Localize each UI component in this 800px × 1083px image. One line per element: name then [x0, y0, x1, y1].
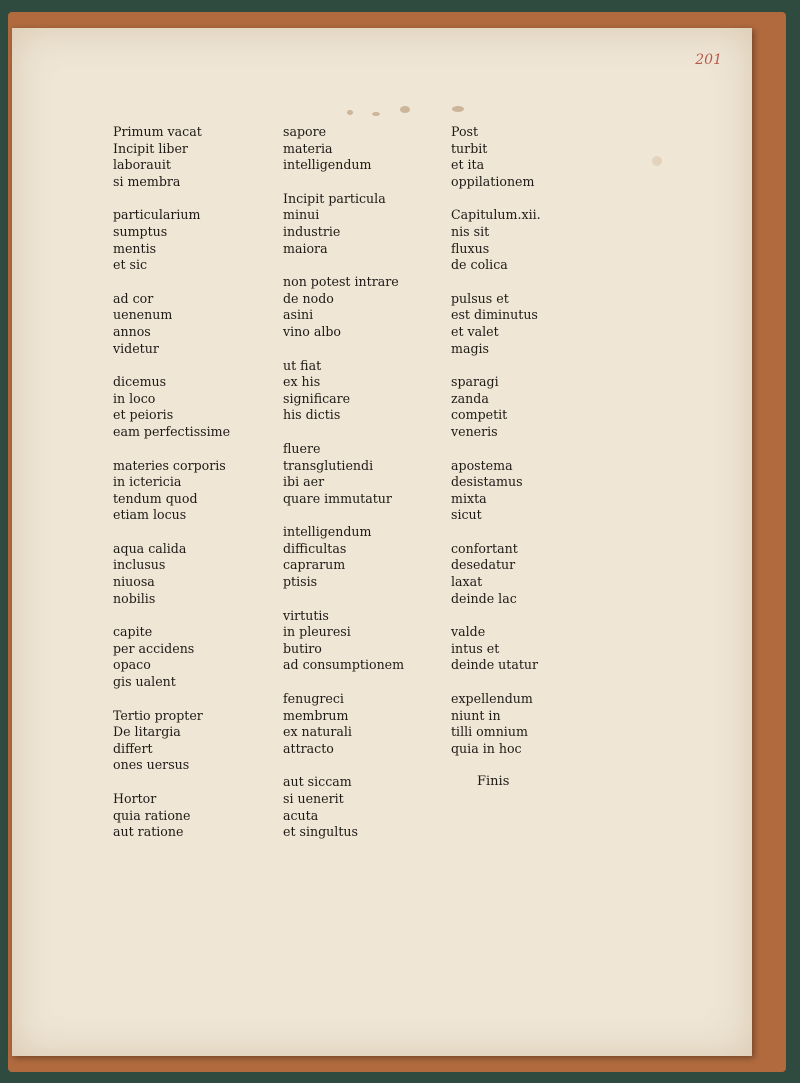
text-line: in ictericia	[113, 474, 182, 490]
text-line: zanda	[451, 390, 489, 406]
text-line: Post	[451, 124, 479, 139]
text-line: materies corporis	[113, 457, 226, 473]
text-line: et sic	[113, 257, 148, 273]
text-block	[113, 791, 230, 841]
text-line: expellendum	[451, 691, 533, 707]
text-line: asini	[283, 307, 314, 323]
text-line: mixta	[451, 490, 487, 506]
text-block	[113, 291, 230, 357]
text-line: difficultas	[283, 540, 347, 556]
text-line: ex naturali	[283, 724, 352, 740]
text-block	[113, 207, 230, 273]
text-line: fluere	[283, 440, 321, 456]
text-line: nis sit	[451, 223, 490, 239]
text-line: et singultus	[283, 824, 358, 840]
text-line: de nodo	[283, 290, 334, 306]
text-block	[283, 274, 404, 340]
text-line: apostema	[451, 457, 513, 473]
text-block	[451, 207, 541, 273]
text-line: veneris	[451, 423, 498, 439]
text-line: industrie	[283, 223, 341, 239]
text-line: et ita	[451, 157, 485, 173]
text-line: sparagi	[451, 374, 499, 390]
text-line: Primum vacat	[113, 124, 202, 139]
text-line: videtur	[113, 340, 159, 356]
text-line: opaco	[113, 657, 151, 673]
text-block	[113, 374, 230, 440]
text-line: quia ratione	[113, 807, 191, 823]
text-block	[283, 608, 404, 674]
text-block	[451, 624, 541, 674]
text-line: ex his	[283, 374, 321, 390]
text-line: oppilationem	[451, 173, 535, 189]
text-line: significare	[283, 390, 351, 406]
text-line: sumptus	[113, 223, 168, 239]
text-line: intelligendum	[283, 157, 372, 173]
text-block	[283, 691, 404, 757]
text-line: turbit	[451, 140, 488, 156]
text-line: deinde utatur	[451, 657, 539, 673]
folio-number: 201	[695, 52, 722, 68]
text-line: aut siccam	[283, 774, 352, 790]
text-line: laxat	[451, 574, 483, 590]
text-line: est diminutus	[451, 307, 538, 323]
text-block	[283, 524, 404, 590]
text-line: differt	[113, 740, 153, 756]
text-line: niuosa	[113, 574, 155, 590]
text-block	[451, 374, 541, 440]
text-line: maiora	[283, 240, 328, 256]
text-block	[113, 458, 230, 524]
text-line: niunt in	[451, 707, 501, 723]
text-block	[451, 291, 541, 357]
text-line: ptisis	[283, 574, 318, 590]
text-line: tilli omnium	[451, 724, 528, 740]
text-line: etiam locus	[113, 507, 187, 523]
text-block	[283, 191, 404, 257]
stain	[400, 106, 410, 113]
text-line: laborauit	[113, 157, 171, 173]
text-block	[283, 441, 404, 507]
text-block	[451, 691, 541, 757]
text-line: tendum quod	[113, 490, 198, 506]
text-line: quare immutatur	[283, 490, 392, 506]
text-line: attracto	[283, 740, 334, 756]
text-line: ones uersus	[113, 757, 190, 773]
text-line: si uenerit	[283, 791, 344, 806]
text-line: aut ratione	[113, 824, 184, 840]
text-line: ibi aer	[283, 474, 325, 490]
stain	[372, 112, 380, 116]
text-line: vino albo	[283, 323, 342, 339]
text-line: confortant	[451, 540, 518, 556]
text-line: Capitulum.xii.	[451, 207, 541, 223]
text-line: membrum	[283, 707, 349, 723]
text-line: butiro	[283, 640, 322, 656]
text-line: virtutis	[283, 607, 329, 623]
text-line: materia	[283, 140, 333, 156]
text-line: pulsus et	[451, 290, 509, 306]
text-line: in loco	[113, 390, 156, 406]
text-line: De litargia	[113, 724, 181, 740]
text-column-2	[283, 124, 404, 858]
text-line: intus et	[451, 640, 500, 656]
text-line: Incipit liber	[113, 140, 188, 156]
text-line: desedatur	[451, 557, 516, 573]
text-line: et peioris	[113, 407, 174, 423]
text-block	[283, 358, 404, 424]
text-block	[451, 458, 541, 524]
text-line: mentis	[113, 240, 157, 256]
text-line: fluxus	[451, 240, 490, 256]
text-line: ad cor	[113, 290, 154, 306]
text-line: competit	[451, 407, 508, 423]
text-line: de colica	[451, 257, 508, 273]
text-line: ut fiat	[283, 357, 322, 373]
text-line: transglutiendi	[283, 457, 374, 473]
text-block	[113, 124, 230, 190]
text-line: caprarum	[283, 557, 346, 573]
text-line: ad consumptionem	[283, 657, 405, 673]
text-line: aqua calida	[113, 540, 187, 556]
text-line: valde	[451, 624, 486, 640]
text-line: minui	[283, 207, 320, 223]
text-line: nobilis	[113, 590, 156, 606]
text-line: in pleuresi	[283, 624, 351, 640]
text-line: gis ualent	[113, 674, 176, 690]
text-line: et valet	[451, 323, 499, 339]
text-line: deinde lac	[451, 590, 517, 606]
text-line: Incipit particula	[283, 190, 386, 206]
text-block	[113, 708, 230, 774]
text-block	[113, 624, 230, 690]
finis-label: Finis	[477, 774, 510, 790]
text-line: dicemus	[113, 374, 167, 390]
text-line: quia in hoc	[451, 740, 522, 756]
stain	[347, 110, 353, 115]
text-block	[283, 774, 404, 840]
text-line: intelligendum	[283, 524, 372, 540]
text-line: sapore	[283, 124, 327, 139]
stain	[652, 156, 662, 166]
text-line: his dictis	[283, 407, 341, 423]
text-line: non potest intrare	[283, 274, 399, 290]
text-line: Tertio propter	[113, 707, 203, 723]
text-block	[283, 124, 404, 174]
text-block	[451, 124, 541, 190]
text-line: capite	[113, 624, 153, 640]
text-line: sicut	[451, 507, 482, 523]
text-line: magis	[451, 340, 490, 356]
text-block	[451, 541, 541, 607]
text-line: si membra	[113, 173, 181, 189]
text-column-3	[451, 124, 541, 808]
text-line: desistamus	[451, 474, 523, 490]
text-line: per accidens	[113, 640, 195, 656]
text-line: Hortor	[113, 791, 157, 806]
text-line: acuta	[283, 807, 319, 823]
text-block	[113, 541, 230, 607]
text-block	[451, 774, 541, 791]
text-line: inclusus	[113, 557, 166, 573]
text-line: eam perfectissime	[113, 423, 231, 439]
text-line: annos	[113, 323, 151, 339]
text-column-1	[113, 124, 230, 858]
text-line: uenenum	[113, 307, 173, 323]
text-line: particularium	[113, 207, 201, 223]
stain	[452, 106, 464, 112]
text-line: fenugreci	[283, 691, 344, 707]
